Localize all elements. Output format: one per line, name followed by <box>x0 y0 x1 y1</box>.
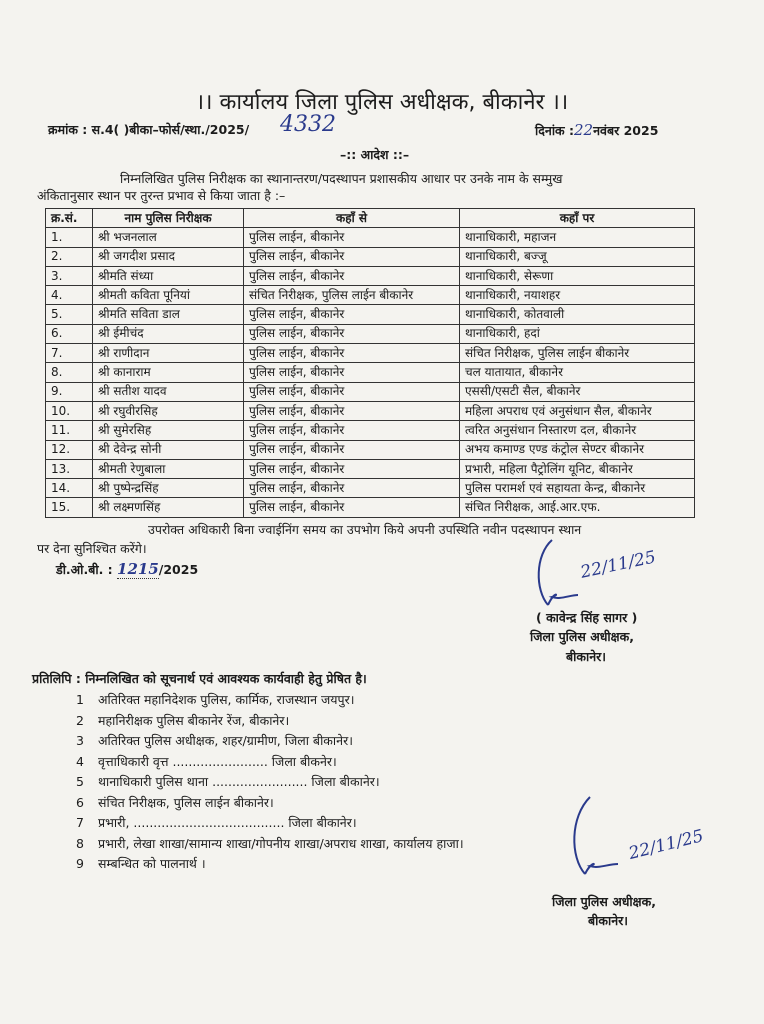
cell-to: थानाधिकारी, महाजन <box>460 228 695 247</box>
cell-serial: 7. <box>46 344 93 363</box>
copy-list-item <box>76 690 464 711</box>
dob-year: /2025 <box>158 562 199 577</box>
table-row <box>46 382 695 401</box>
cell-name: श्री जगदीश प्रसाद <box>93 247 244 266</box>
table-row <box>46 286 695 305</box>
date-rest: नवंबर 2025 <box>593 123 659 138</box>
copy-item-number: 5 <box>76 774 84 789</box>
cell-name: श्री लक्ष्मणसिंह <box>93 498 244 517</box>
cell-name: श्रीमती कविता पूनियां <box>93 286 244 305</box>
cell-serial: 12. <box>46 440 93 459</box>
table-row <box>46 363 695 382</box>
cell-serial: 15. <box>46 498 93 517</box>
copy-item-number: 2 <box>76 712 84 728</box>
table-row <box>46 324 695 343</box>
cell-to: अभय कमाण्ड एण्ड कंट्रोल सेण्टर बीकानेर <box>460 440 695 459</box>
header-from: कहाँ से <box>244 209 460 228</box>
cell-from: पुलिस लाईन, बीकानेर <box>244 421 460 440</box>
cell-serial: 5. <box>46 305 93 324</box>
table-row <box>46 228 695 247</box>
cell-name: श्री सुमेरसिह <box>93 421 244 440</box>
cell-from: पुलिस लाईन, बीकानेर <box>244 382 460 401</box>
date-label: दिनांक : <box>535 123 575 138</box>
signature-2-place: बीकानेर। <box>588 913 629 928</box>
date-field <box>535 121 658 139</box>
cell-to: थानाधिकारी, सेरूणा <box>460 266 695 285</box>
copy-item-number: 3 <box>76 733 84 748</box>
signature-2-date: 22/11/25 <box>626 826 706 864</box>
cell-to: चल यातायात, बीकानेर <box>460 363 695 382</box>
cell-to: संचित निरीक्षक, पुलिस लाईन बीकानेर <box>460 344 695 363</box>
copy-item-text: अतिरिक्त महानिदेशक पुलिस, कार्मिक, राजस्थान जयपुर। <box>98 692 355 707</box>
dob-field <box>56 560 198 578</box>
closing-line-1: उपरोक्त अधिकारी बिना ज्वाईनिंग समय का उपभोग किये अपनी उपस्थिति नवीन पदस्थापन स्थान <box>148 522 582 537</box>
cell-name: श्रीमती रेणुबाला <box>93 459 244 478</box>
copy-list-item <box>76 854 464 875</box>
cell-serial: 1. <box>46 228 93 247</box>
copy-list-item <box>76 793 464 814</box>
table-row <box>46 440 695 459</box>
table-row <box>46 305 695 324</box>
cell-name: श्री सतीश यादव <box>93 382 244 401</box>
cell-from: पुलिस लाईन, बीकानेर <box>244 498 460 517</box>
table-row <box>46 421 695 440</box>
copy-list-item <box>76 752 464 773</box>
cell-serial: 3. <box>46 266 93 285</box>
office-title: ।। कार्यालय जिला पुलिस अधीक्षक, बीकानेर ।। <box>195 90 569 115</box>
closing-line-2: पर देना सुनिश्चित करेंगे। <box>37 541 147 556</box>
cell-serial: 14. <box>46 479 93 498</box>
copy-item-text: प्रभारी, लेखा शाखा/सामान्य शाखा/गोपनीय शाखा/अपराध शाखा, कार्यालय हाजा। <box>98 835 464 851</box>
cell-serial: 9. <box>46 382 93 401</box>
copy-item-number: 8 <box>76 835 84 851</box>
transfer-table <box>45 208 695 518</box>
copy-item-number: 4 <box>76 753 84 769</box>
reference-number: 4332 <box>280 112 336 137</box>
reference-label: क्रमांक : स.4( )बीका–फोर्स/स्था./2025/ <box>48 122 250 137</box>
signatory-name: ( कावेन्द्र सिंह सागर ) <box>536 610 638 625</box>
cell-from: पुलिस लाईन, बीकानेर <box>244 247 460 266</box>
cell-to: थानाधिकारी, नयाशहर <box>460 286 695 305</box>
cell-from: पुलिस लाईन, बीकानेर <box>244 440 460 459</box>
copy-item-number: 9 <box>76 856 84 871</box>
table-row <box>46 247 695 266</box>
cell-name: श्री राणीदान <box>93 344 244 363</box>
cell-from: पुलिस लाईन, बीकानेर <box>244 324 460 343</box>
cell-from: पुलिस लाईन, बीकानेर <box>244 479 460 498</box>
signature-1-date: 22/11/25 <box>578 547 658 583</box>
cell-to: प्रभारी, महिला पैट्रोलिंग यूनिट, बीकानेर <box>460 459 695 478</box>
copy-item-text: थानाधिकारी पुलिस थाना ........................ जिला बीकानेर। <box>98 774 380 789</box>
dob-label: डी.ओ.बी. : <box>56 562 113 577</box>
cell-serial: 10. <box>46 401 93 420</box>
header-to: कहाँ पर <box>460 209 695 228</box>
copy-list <box>76 690 464 875</box>
signatory-place: बीकानेर। <box>566 649 607 664</box>
cell-to: त्वरित अनुसंधान निस्तारण दल, बीकानेर <box>460 421 695 440</box>
copy-item-text: संचित निरीक्षक, पुलिस लाईन बीकानेर। <box>98 794 274 810</box>
cell-from: पुलिस लाईन, बीकानेर <box>244 459 460 478</box>
copy-item-text: प्रभारी, ...................................... जिला बीकानेर। <box>98 815 357 830</box>
cell-from: पुलिस लाईन, बीकानेर <box>244 344 460 363</box>
cell-name: श्री देवेन्द्र सोनी <box>93 440 244 459</box>
cell-from: पुलिस लाईन, बीकानेर <box>244 228 460 247</box>
cell-serial: 4. <box>46 286 93 305</box>
copy-list-item <box>76 731 464 752</box>
copy-item-text: महानिरीक्षक पुलिस बीकानेर रेंज, बीकानेर। <box>98 712 290 728</box>
cell-name: श्रीमति सविता डाल <box>93 305 244 324</box>
header-serial: क्र.सं. <box>46 209 93 228</box>
cell-from: पुलिस लाईन, बीकानेर <box>244 401 460 420</box>
cell-to: थानाधिकारी, बज्जू <box>460 247 695 266</box>
copy-heading: प्रतिलिपि : निम्नलिखित को सूचनार्थ एवं आवश्यक कार्यवाही हेतु प्रेषित है। <box>32 671 367 686</box>
cell-to: थानाधिकारी, कोतवाली <box>460 305 695 324</box>
copy-list-item <box>76 813 464 834</box>
cell-to: पुलिस परामर्श एवं सहायता केन्द्र, बीकानेर <box>460 479 695 498</box>
cell-name: श्री ईमीचंद <box>93 324 244 343</box>
cell-name: श्रीमति संध्या <box>93 266 244 285</box>
order-heading: –:: आदेश ::– <box>340 147 410 162</box>
copy-item-number: 6 <box>76 794 84 810</box>
table-row <box>46 479 695 498</box>
table-row <box>46 401 695 420</box>
table-header-row <box>46 209 695 228</box>
signatory-designation: जिला पुलिस अधीक्षक, <box>530 629 634 644</box>
cell-to: महिला अपराध एवं अनुसंधान सैल, बीकानेर <box>460 401 695 420</box>
copy-list-item <box>76 834 464 855</box>
copy-item-number: 7 <box>76 815 84 830</box>
cell-name: श्री रघुवीरसिह <box>93 401 244 420</box>
cell-to: थानाधिकारी, हदां <box>460 324 695 343</box>
cell-name: श्री कानाराम <box>93 363 244 382</box>
cell-from: पुलिस लाईन, बीकानेर <box>244 363 460 382</box>
cell-from: पुलिस लाईन, बीकानेर <box>244 266 460 285</box>
copy-item-text: सम्बन्धित को पालनार्थ । <box>98 856 206 871</box>
cell-name: श्री पुष्पेन्द्रसिंह <box>93 479 244 498</box>
cell-serial: 13. <box>46 459 93 478</box>
cell-serial: 11. <box>46 421 93 440</box>
date-day: 22 <box>574 121 594 139</box>
table-row <box>46 344 695 363</box>
copy-list-item <box>76 772 464 793</box>
dob-number: 1215 <box>117 560 159 578</box>
cell-from: पुलिस लाईन, बीकानेर <box>244 305 460 324</box>
table-row <box>46 498 695 517</box>
copy-list-item <box>76 711 464 732</box>
signature-2-designation: जिला पुलिस अधीक्षक, <box>552 894 656 909</box>
cell-serial: 8. <box>46 363 93 382</box>
cell-serial: 2. <box>46 247 93 266</box>
cell-name: श्री भजनलाल <box>93 228 244 247</box>
table-row <box>46 459 695 478</box>
cell-from: संचित निरीक्षक, पुलिस लाईन बीकानेर <box>244 286 460 305</box>
intro-line-1: निम्नलिखित पुलिस निरीक्षक का स्थानान्तरण/पदस्थापन प्रशासकीय आधार पर उनके नाम के सम्मुख <box>120 171 563 186</box>
header-name: नाम पुलिस निरीक्षक <box>93 209 244 228</box>
table-row <box>46 266 695 285</box>
copy-item-number: 1 <box>76 692 84 707</box>
copy-item-text: वृत्ताधिकारी वृत्त ........................ जिला बीकनेर। <box>98 753 337 769</box>
cell-to: संचित निरीक्षक, आई.आर.एफ. <box>460 498 695 517</box>
intro-line-2: अंकितानुसार स्थान पर तुरन्त प्रभाव से किया जाता है :– <box>37 188 286 203</box>
cell-serial: 6. <box>46 324 93 343</box>
copy-item-text: अतिरिक्त पुलिस अधीक्षक, शहर/ग्रामीण, जिला बीकानेर। <box>98 733 353 748</box>
cell-to: एससी/एसटी सैल, बीकानेर <box>460 382 695 401</box>
